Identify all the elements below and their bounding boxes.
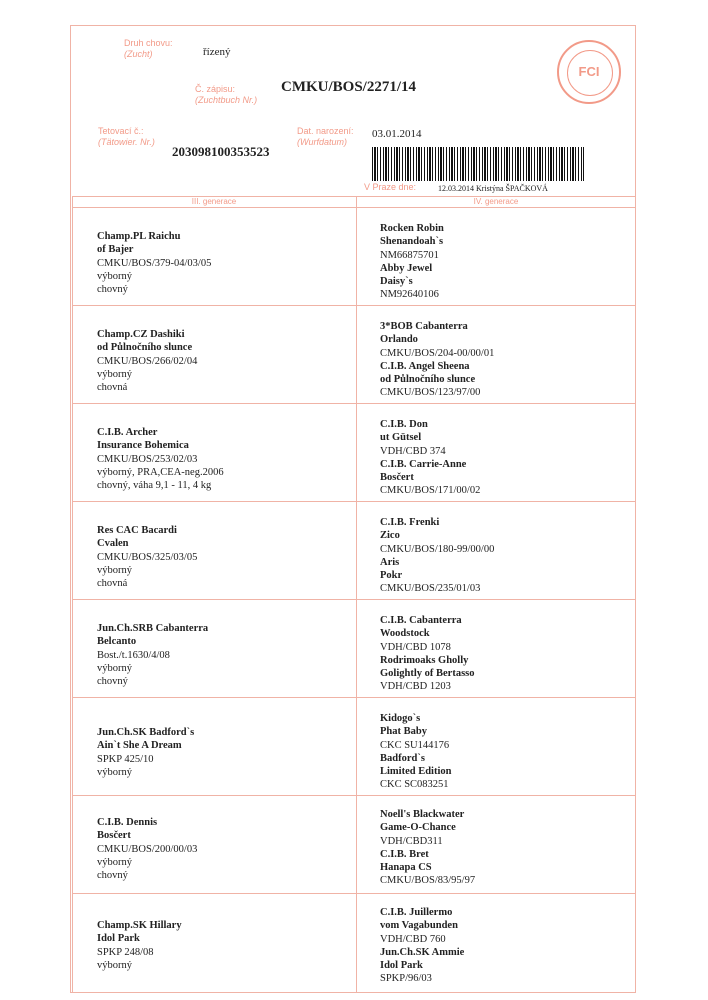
- dog-registration: CMKU/BOS/253/02/03: [97, 453, 198, 465]
- gen4-entry: [380, 320, 494, 400]
- gen3-entry: [97, 328, 197, 394]
- dog-name: Champ.SK Hillary: [97, 920, 182, 931]
- grid-line: [72, 795, 636, 796]
- sire-name: C.I.B. Cabanterra: [380, 615, 462, 626]
- sire-registration: CMKU/BOS/180-99/00/00: [380, 543, 495, 555]
- gen3-entry: [97, 726, 194, 779]
- dog-name: C.I.B. Archer: [97, 427, 158, 438]
- birth-label-de: (Wurfdatum): [297, 137, 348, 147]
- dog-rating: výborný: [97, 856, 132, 868]
- dog-registration: CMKU/BOS/325/03/05: [97, 551, 198, 563]
- dog-breeding-status: chovný: [97, 676, 128, 688]
- column-header-gen3: III. generace: [191, 197, 237, 206]
- gen4-entry: [380, 808, 475, 888]
- dog-name: Jun.Ch.SK Badford`s: [97, 727, 195, 738]
- dog-kennel: Idol Park: [97, 933, 140, 945]
- gen4-entry: [380, 516, 494, 596]
- sire-name: C.I.B. Frenki: [380, 517, 440, 528]
- dog-kennel: Belcanto: [97, 636, 137, 648]
- dam-kennel: Pokr: [380, 570, 403, 582]
- dog-kennel: Bosčert: [97, 830, 131, 842]
- grid-line: [72, 207, 636, 208]
- sire-name: Kidogo`s: [380, 713, 421, 724]
- barcode: [372, 147, 584, 181]
- dog-rating: výborný: [97, 959, 132, 971]
- sire-registration: CKC SU144176: [380, 739, 450, 751]
- birth-label: [297, 126, 354, 148]
- gen3-entry: [97, 816, 197, 882]
- dam-name: C.I.B. Angel Sheena: [380, 360, 470, 372]
- dog-registration: SPKP 248/08: [97, 946, 154, 958]
- grid-line: [72, 697, 636, 698]
- gen4-entry: [380, 712, 451, 792]
- tattoo-label-cz: Tetovací č.:: [98, 126, 144, 136]
- dog-name: Champ.PL Raichu: [97, 231, 181, 242]
- sire-registration: CMKU/BOS/204-00/00/01: [380, 347, 495, 359]
- dog-registration: CMKU/BOS/200/00/03: [97, 843, 198, 855]
- dam-kennel: Golightly of Bertasso: [380, 668, 475, 680]
- birth-date: 03.01.2014: [372, 128, 422, 140]
- grid-line: [72, 196, 73, 993]
- gen4-entry: [380, 614, 475, 694]
- dam-kennel: Bosčert: [380, 472, 414, 484]
- sire-kennel: Woodstock: [380, 628, 430, 640]
- sire-name: Rocken Robin: [380, 223, 444, 234]
- register-label-de: (Zuchtbuch Nr.): [195, 95, 258, 105]
- sire-registration: VDH/CBD 760: [380, 933, 446, 945]
- dog-rating: výborný: [97, 662, 132, 674]
- dam-registration: CMKU/BOS/123/97/00: [380, 387, 481, 399]
- tattoo-number: 203098100353523: [172, 144, 270, 159]
- dam-name: Badford`s: [380, 752, 425, 764]
- grid-line: [356, 196, 357, 993]
- dog-kennel: od Půlnočního slunce: [97, 342, 193, 354]
- grid-line: [635, 196, 636, 993]
- gen4-entry: [380, 222, 444, 302]
- gen3-entry: [97, 622, 208, 688]
- dam-kennel: Idol Park: [380, 960, 423, 972]
- register-label-cz: Č. zápisu:: [195, 84, 236, 94]
- dog-rating: výborný: [97, 270, 132, 282]
- grid-line: [72, 501, 636, 502]
- dog-name: C.I.B. Dennis: [97, 817, 158, 828]
- dam-name: Aris: [380, 556, 400, 568]
- grid-line: [72, 305, 636, 306]
- sire-kennel: Phat Baby: [380, 726, 427, 738]
- dam-name: Jun.Ch.SK Ammie: [380, 946, 465, 958]
- issued-label: V Praze dne:: [364, 182, 417, 192]
- fci-logo: [557, 40, 621, 104]
- sire-kennel: Shenandoah`s: [380, 236, 444, 248]
- sire-kennel: Orlando: [380, 334, 418, 346]
- fci-logo-text: FCI: [578, 64, 600, 79]
- register-number: CMKU/BOS/2271/14: [281, 79, 417, 95]
- sire-registration: VDH/CBD311: [380, 835, 443, 847]
- dog-registration: SPKP 425/10: [97, 753, 154, 765]
- tattoo-label: [98, 126, 155, 148]
- dog-rating: výborný: [97, 766, 132, 778]
- issued-date-signature: 12.03.2014 Kristýna ŠPAČKOVÁ: [438, 184, 548, 193]
- gen3-entry: [97, 230, 211, 296]
- dog-breeding-status: chovný: [97, 284, 128, 296]
- dam-kennel: Hanapa CS: [380, 862, 432, 874]
- dam-name: C.I.B. Carrie-Anne: [380, 458, 467, 470]
- sire-kennel: Game-O-Chance: [380, 822, 456, 834]
- dam-kennel: Limited Edition: [380, 766, 452, 778]
- dog-breeding-status: chovná: [97, 382, 128, 394]
- dog-breeding-status: chovný, váha 9,1 - 11, 4 kg: [97, 480, 212, 492]
- tattoo-label-de: (Tätowier. Nr.): [98, 137, 155, 147]
- sire-registration: VDH/CBD 374: [380, 445, 446, 457]
- birth-label-cz: Dat. narození:: [297, 126, 354, 136]
- grid-line: [72, 599, 636, 600]
- sire-registration: NM66875701: [380, 249, 439, 261]
- dog-kennel: Insurance Bohemica: [97, 440, 189, 452]
- sire-kennel: ut Gütsel: [380, 432, 422, 444]
- gen3-entry: [97, 426, 224, 492]
- breeding-label: [124, 38, 173, 60]
- dam-registration: SPKP/96/03: [380, 973, 432, 985]
- dam-kennel: od Půlnočního slunce: [380, 374, 476, 386]
- sire-name: C.I.B. Juillermo: [380, 907, 453, 918]
- dog-kennel: Ain`t She A Dream: [97, 740, 182, 752]
- sire-kennel: vom Vagabunden: [380, 920, 458, 932]
- dam-registration: VDH/CBD 1203: [380, 681, 451, 693]
- dam-name: C.I.B. Bret: [380, 848, 429, 860]
- dog-name: Res CAC Bacardi: [97, 525, 177, 536]
- sire-name: Noell's Blackwater: [380, 809, 465, 820]
- breeding-value: řízený: [203, 46, 231, 58]
- sire-name: C.I.B. Don: [380, 419, 428, 430]
- gen3-entry: [97, 919, 182, 972]
- dog-registration: CMKU/BOS/266/02/04: [97, 355, 198, 367]
- dog-name: Jun.Ch.SRB Cabanterra: [97, 623, 209, 634]
- dog-breeding-status: chovná: [97, 578, 128, 590]
- gen4-entry: [380, 418, 480, 498]
- dam-registration: CMKU/BOS/235/01/03: [380, 583, 481, 595]
- dam-name: Abby Jewel: [380, 262, 433, 274]
- sire-kennel: Zico: [380, 530, 400, 542]
- breeding-label-de: (Zucht): [124, 49, 153, 59]
- gen4-entry: [380, 906, 464, 986]
- register-label: [195, 84, 257, 106]
- dog-kennel: Cvalen: [97, 538, 129, 550]
- dog-registration: Bost./t.1630/4/08: [97, 649, 170, 661]
- dam-kennel: Daisy`s: [380, 276, 413, 288]
- dam-registration: NM92640106: [380, 289, 439, 301]
- dog-rating: výborný: [97, 564, 132, 576]
- column-header-gen4: IV. generace: [473, 197, 519, 206]
- dog-kennel: of Bajer: [97, 244, 134, 256]
- dog-name: Champ.CZ Dashiki: [97, 329, 185, 340]
- dam-registration: CMKU/BOS/171/00/02: [380, 485, 481, 497]
- dog-breeding-status: chovný: [97, 870, 128, 882]
- dog-rating: výborný: [97, 368, 132, 380]
- grid-line: [72, 403, 636, 404]
- dam-registration: CKC SC083251: [380, 779, 449, 791]
- dam-registration: CMKU/BOS/83/95/97: [380, 875, 476, 887]
- grid-line: [72, 893, 636, 894]
- gen3-entry: [97, 524, 197, 590]
- grid-line: [72, 196, 636, 197]
- sire-registration: VDH/CBD 1078: [380, 641, 451, 653]
- dam-name: Rodrimoaks Gholly: [380, 654, 469, 666]
- dog-rating: výborný, PRA,CEA-neg.2006: [97, 466, 224, 478]
- sire-name: 3*BOB Cabanterra: [380, 321, 468, 332]
- dog-registration: CMKU/BOS/379-04/03/05: [97, 257, 212, 269]
- breeding-label-cz: Druh chovu:: [124, 38, 173, 48]
